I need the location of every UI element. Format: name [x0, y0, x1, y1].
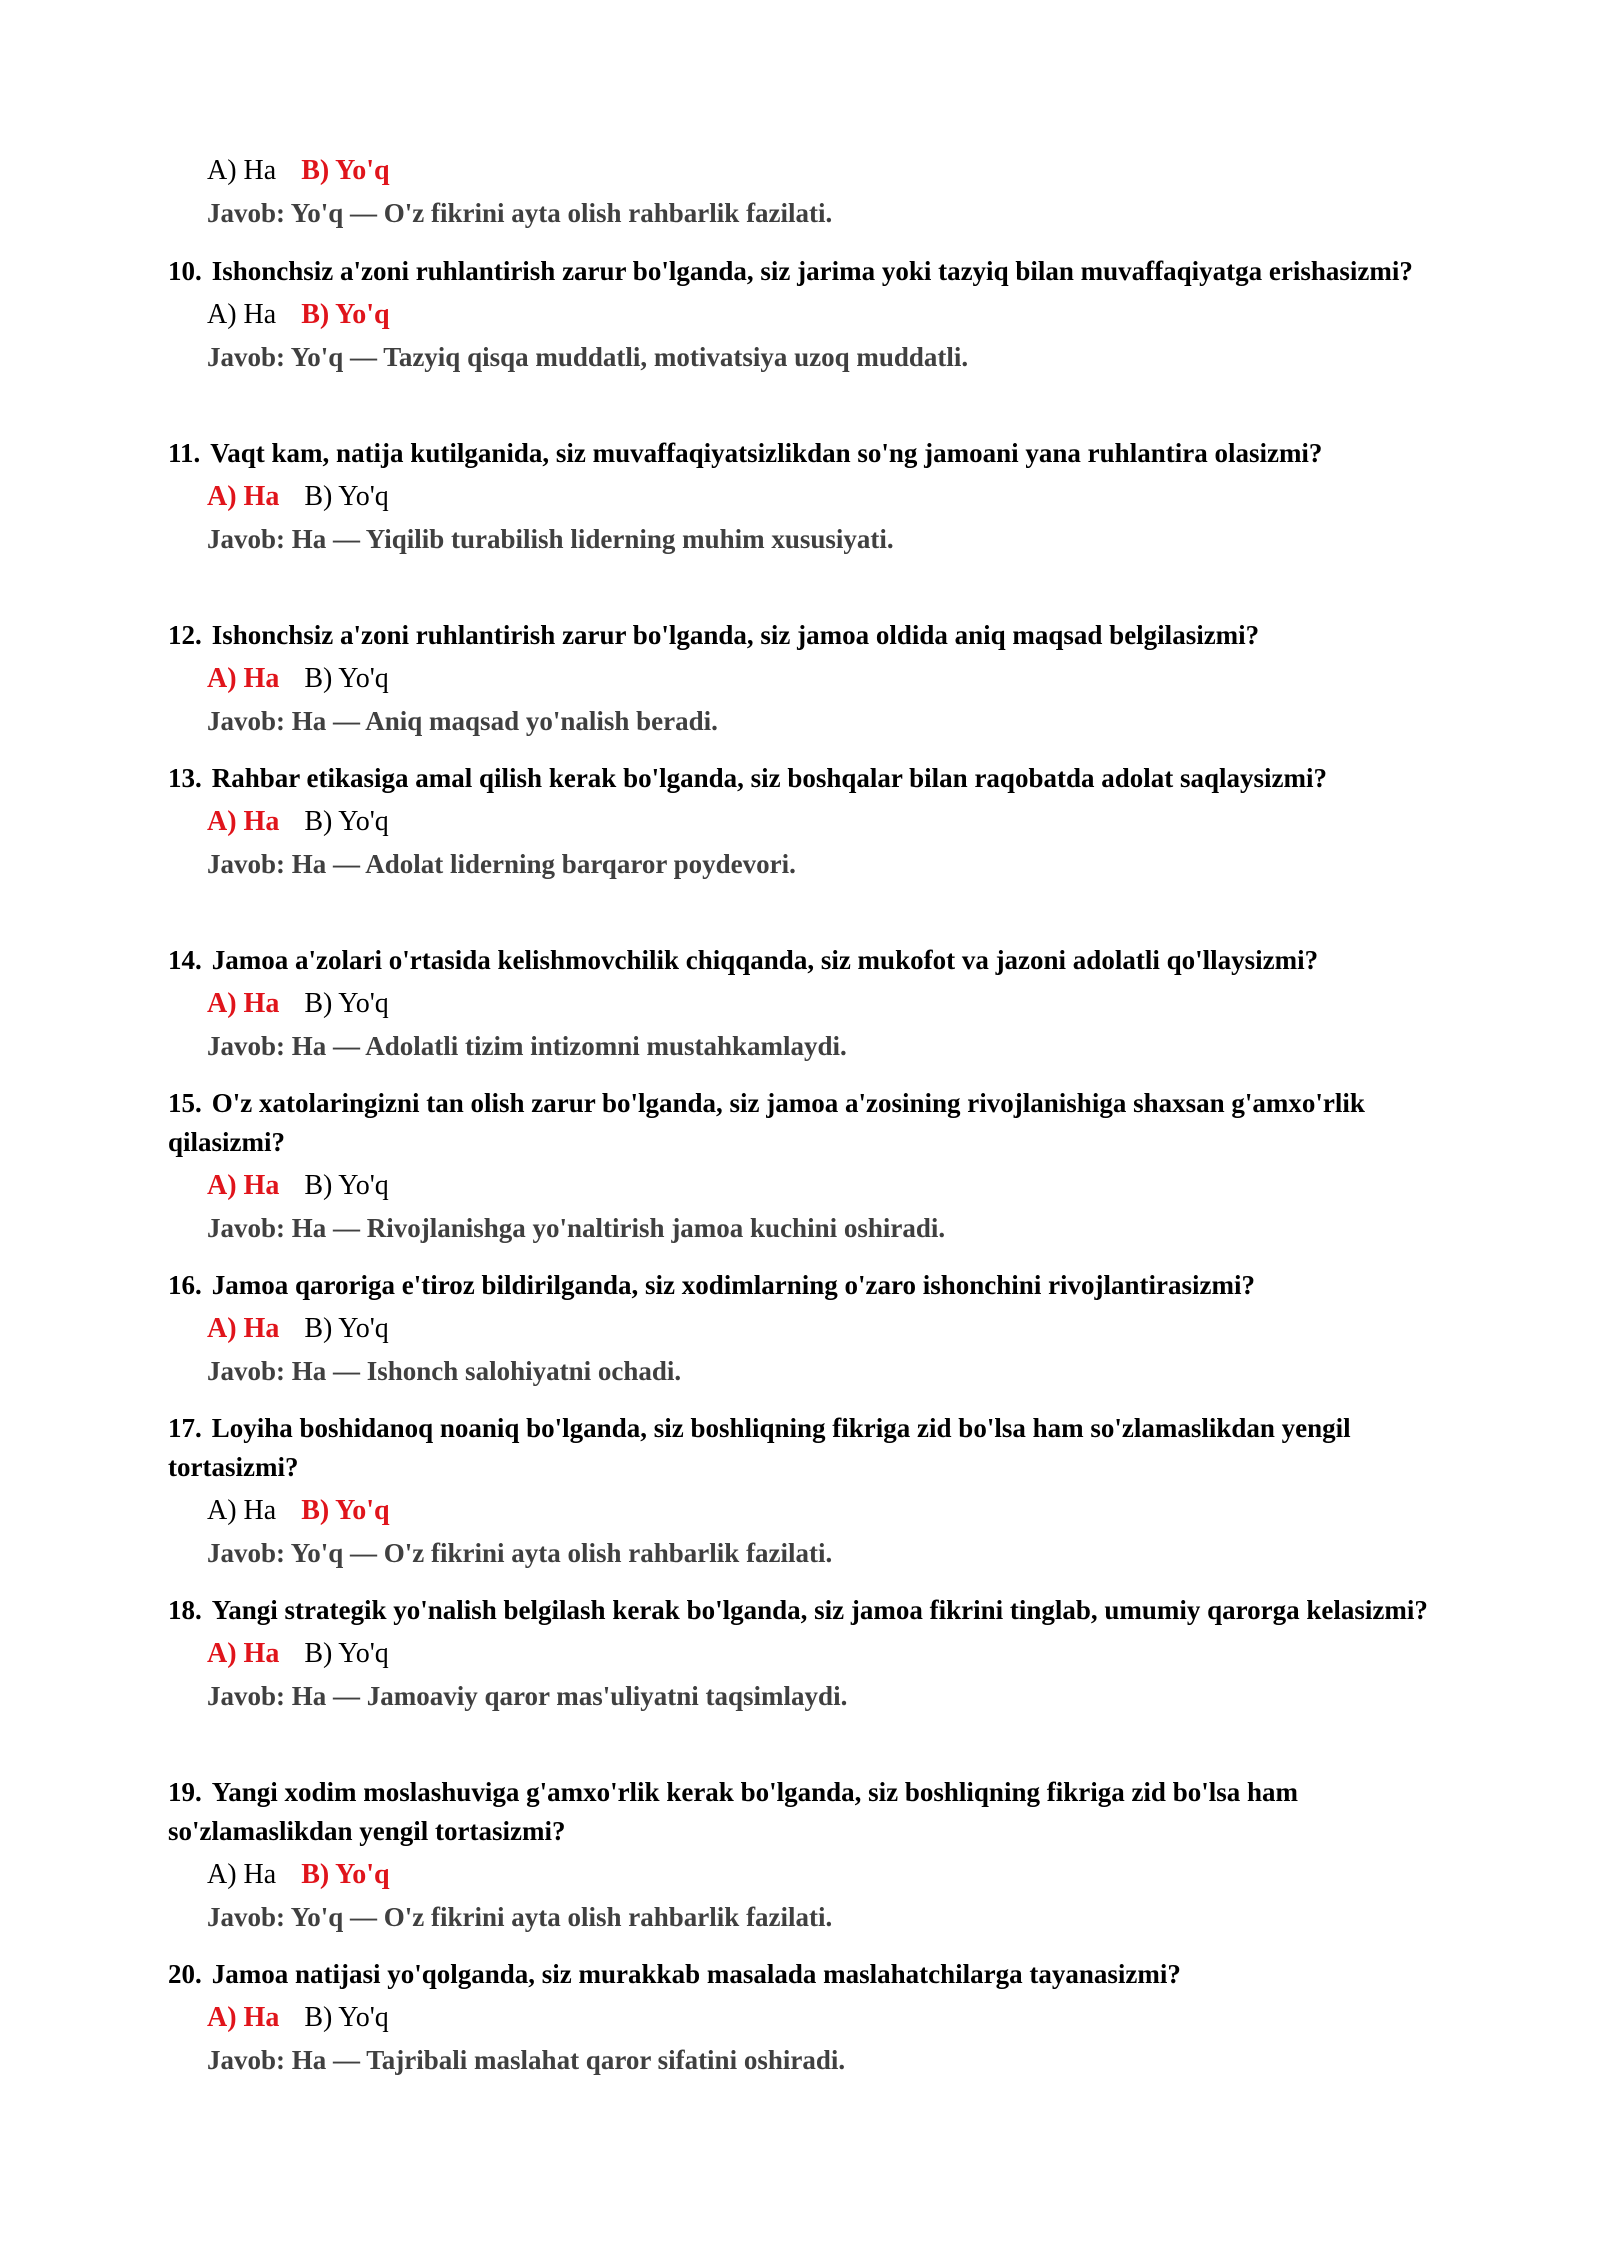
option-a-correct: A) Ha	[207, 806, 280, 837]
answer-line: Javob: Ha — Rivojlanishga yo'naltirish jamoa kuchini oshiradi.	[207, 1213, 946, 1243]
question-number: 19.	[168, 1777, 202, 1807]
answer-line: Javob: Yo'q — O'z fikrini ayta olish rahbarlik fazilati.	[207, 198, 833, 228]
question-number: 11.	[168, 438, 201, 468]
question-block-18	[168, 1591, 1468, 1717]
question-number: 13.	[168, 763, 202, 793]
option-b: B) Yo'q	[304, 2002, 389, 2033]
question-body: Jamoa a'zolari o'rtasida kelishmovchilik chiqqanda, siz mukofot va jazoni adolatli qo'llaysizmi?	[211, 945, 1319, 975]
option-b: B) Yo'q	[304, 481, 389, 512]
question-block-11	[168, 434, 1468, 560]
question-block-14	[168, 941, 1468, 1067]
question-block-13	[168, 759, 1468, 885]
question-text	[168, 1773, 1468, 1851]
option-a: A) Ha	[207, 155, 277, 186]
answer-line: Javob: Yo'q — Tazyiq qisqa muddatli, motivatsiya uzoq muddatli.	[207, 342, 969, 372]
question-text	[168, 759, 1468, 798]
options-row	[207, 801, 1468, 843]
option-b: B) Yo'q	[304, 1170, 389, 1201]
question-number: 16.	[168, 1270, 202, 1300]
option-b: B) Yo'q	[304, 806, 389, 837]
option-a-correct: A) Ha	[207, 481, 280, 512]
answer-line: Javob: Ha — Aniq maqsad yo'nalish beradi.	[207, 706, 718, 736]
options-row	[207, 476, 1468, 518]
answer-line: Javob: Ha — Adolatli tizim intizomni mustahkamlaydi.	[207, 1031, 847, 1061]
option-a-correct: A) Ha	[207, 988, 280, 1019]
option-a-correct: A) Ha	[207, 1313, 280, 1344]
question-body: Loyiha boshidanoq noaniq bo'lganda, siz boshliqning fikriga zid bo'lsa ham so'zlamaslikdan yengil tortasizmi?	[168, 1413, 1351, 1482]
question-body: Jamoa natijasi yo'qolganda, siz murakkab masalada maslahatchilarga tayanasizmi?	[211, 1959, 1181, 1989]
option-b: B) Yo'q	[304, 988, 389, 1019]
option-b-correct: B) Yo'q	[301, 1495, 390, 1526]
question-block-12	[168, 616, 1468, 742]
question-block-10	[168, 252, 1468, 378]
question-text	[168, 941, 1468, 980]
options-row	[207, 1308, 1468, 1350]
option-b: B) Yo'q	[304, 1638, 389, 1669]
question-text	[168, 1955, 1468, 1994]
question-body: Ishonchsiz a'zoni ruhlantirish zarur bo'lganda, siz jarima yoki tazyiq bilan muvaffaqiyatga erishasizmi?	[211, 256, 1413, 286]
question-body: Yangi strategik yo'nalish belgilash kerak bo'lganda, siz jamoa fikrini tinglab, umumiy qarorga kelasizmi?	[211, 1595, 1428, 1625]
options-row	[207, 983, 1468, 1025]
option-a-correct: A) Ha	[207, 1170, 280, 1201]
option-b: B) Yo'q	[304, 663, 389, 694]
question-text	[168, 1084, 1468, 1162]
option-b-correct: B) Yo'q	[301, 155, 390, 186]
question-text	[168, 434, 1468, 473]
question-text	[168, 1591, 1468, 1630]
option-b: B) Yo'q	[304, 1313, 389, 1344]
question-block-19	[168, 1773, 1468, 1938]
question-block-20	[168, 1955, 1468, 2081]
answer-line: Javob: Ha — Yiqilib turabilish liderning muhim xususiyati.	[207, 524, 894, 554]
question-block-9	[168, 150, 1468, 234]
options-row	[207, 1633, 1468, 1675]
answer-line: Javob: Ha — Tajribali maslahat qaror sifatini oshiradi.	[207, 2045, 846, 2075]
options-row	[207, 150, 1468, 192]
option-a-correct: A) Ha	[207, 663, 280, 694]
option-a: A) Ha	[207, 1859, 277, 1890]
answer-line: Javob: Ha — Adolat liderning barqaror poydevori.	[207, 849, 796, 879]
question-body: Vaqt kam, natija kutilganida, siz muvaffaqiyatsizlikdan so'ng jamoani yana ruhlantira olasizmi?	[210, 438, 1323, 468]
question-body: O'z xatolaringizni tan olish zarur bo'lganda, siz jamoa a'zosining rivojlanishiga shaxsan g'amxo'rlik qilasizmi?	[168, 1088, 1365, 1157]
options-row	[207, 294, 1468, 336]
question-text	[168, 616, 1468, 655]
question-number: 14.	[168, 945, 202, 975]
question-text	[168, 252, 1468, 291]
question-text	[168, 1266, 1468, 1305]
question-number: 12.	[168, 620, 202, 650]
question-number: 15.	[168, 1088, 202, 1118]
question-body: Jamoa qaroriga e'tiroz bildirilganda, siz xodimlarning o'zaro ishonchini rivojlantirasizmi?	[211, 1270, 1256, 1300]
answer-line: Javob: Ha — Jamoaviy qaror mas'uliyatni taqsimlaydi.	[207, 1681, 848, 1711]
question-block-16	[168, 1266, 1468, 1392]
answer-line: Javob: Yo'q — O'z fikrini ayta olish rahbarlik fazilati.	[207, 1538, 833, 1568]
option-b-correct: B) Yo'q	[301, 1859, 390, 1890]
option-a-correct: A) Ha	[207, 1638, 280, 1669]
question-text	[168, 1409, 1468, 1487]
question-block-17	[168, 1409, 1468, 1574]
option-a-correct: A) Ha	[207, 2002, 280, 2033]
options-row	[207, 1854, 1468, 1896]
question-body: Yangi xodim moslashuviga g'amxo'rlik kerak bo'lganda, siz boshliqning fikriga zid bo'lsa ham so'zlamaslikdan yengil tortasizmi?	[168, 1777, 1298, 1846]
question-number: 10.	[168, 256, 202, 286]
option-b-correct: B) Yo'q	[301, 299, 390, 330]
question-body: Ishonchsiz a'zoni ruhlantirish zarur bo'lganda, siz jamoa oldida aniq maqsad belgilasizmi?	[211, 620, 1260, 650]
question-body: Rahbar etikasiga amal qilish kerak bo'lganda, siz boshqalar bilan raqobatda adolat saqlaysizmi?	[211, 763, 1327, 793]
options-row	[207, 1997, 1468, 2039]
answer-line: Javob: Ha — Ishonch salohiyatni ochadi.	[207, 1356, 682, 1386]
question-number: 17.	[168, 1413, 202, 1443]
answer-line: Javob: Yo'q — O'z fikrini ayta olish rahbarlik fazilati.	[207, 1902, 833, 1932]
question-block-15	[168, 1084, 1468, 1249]
options-row	[207, 1165, 1468, 1207]
option-a: A) Ha	[207, 299, 277, 330]
question-number: 18.	[168, 1595, 202, 1625]
options-row	[207, 658, 1468, 700]
question-number: 20.	[168, 1959, 202, 1989]
options-row	[207, 1490, 1468, 1532]
option-a: A) Ha	[207, 1495, 277, 1526]
